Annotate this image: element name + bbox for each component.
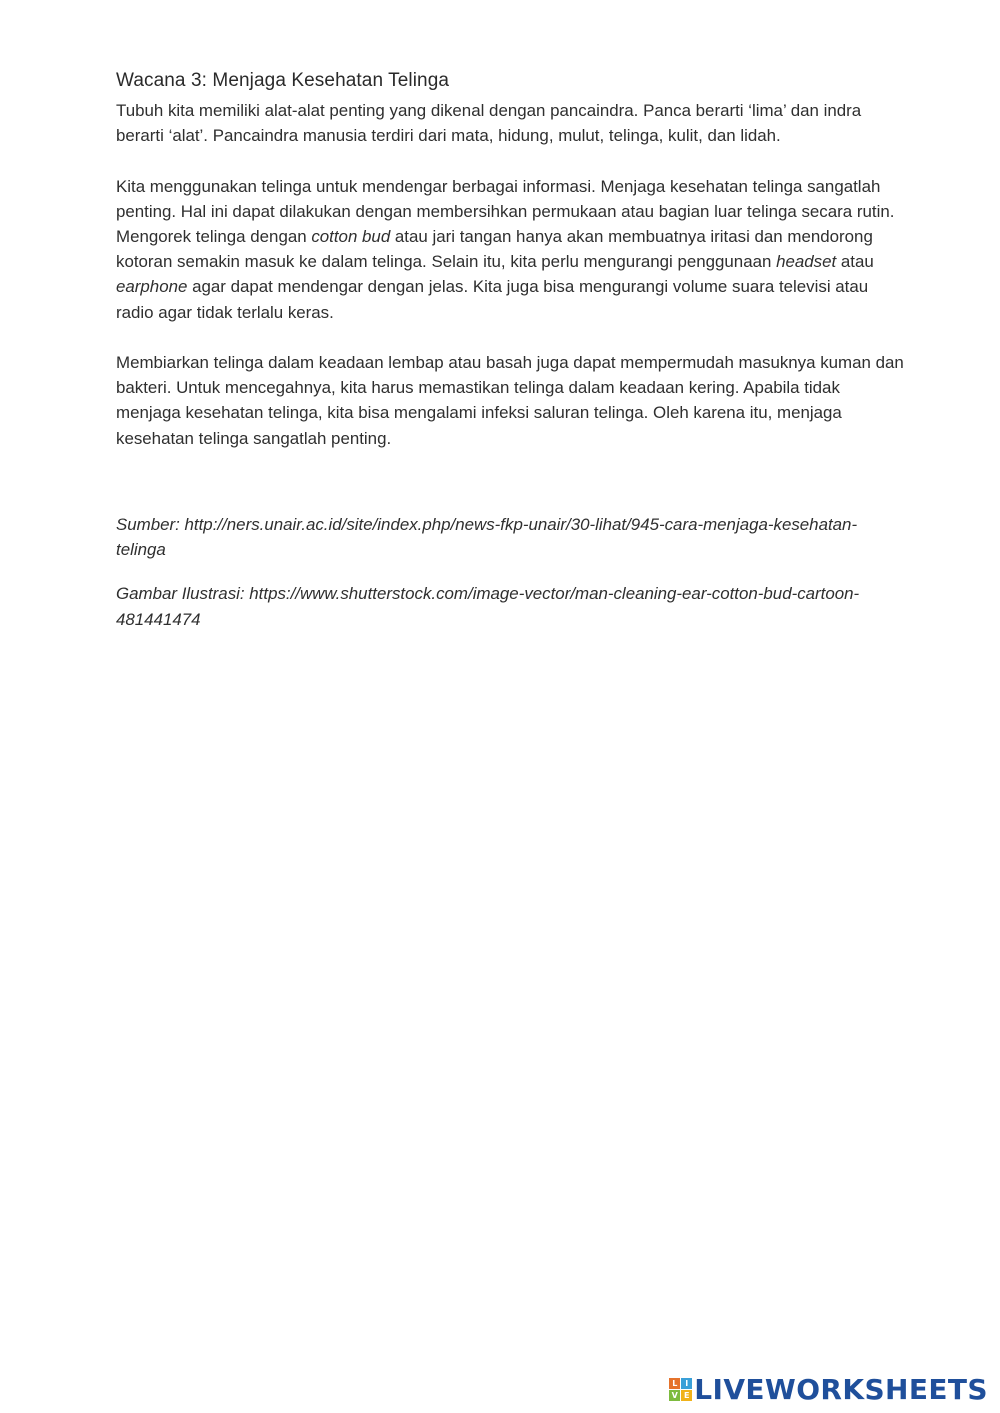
sources-section [116,512,906,651]
liveworksheets-logo [669,1373,988,1406]
italic-term: cotton bud [311,227,391,246]
logo-letter: E [681,1390,692,1401]
logo-text: LIVEWORKSHEETS [694,1373,988,1406]
paragraph-2 [116,174,906,325]
italic-term: headset [776,252,837,272]
paragraph-1: Tubuh kita memiliki alat-alat penting yang dikenal dengan pancaindra. Panca berarti ‘lima’ dan indra berarti ‘alat’. Pancaindra manusia terdiri dari mata, hidung, mulut, telinga, kulit, dan lidah. [116,101,862,146]
passage-title: Wacana 3: Menjaga Kesehatan Telinga [116,70,450,91]
image-credit: Gambar Ilustrasi: https://www.shutterstock.com/image-vector/man-cleaning-ear-cotton-bud-cartoon-481441474 [116,584,860,629]
reading-passage [116,66,906,476]
logo-letter: I [681,1378,692,1389]
paragraph-3: Membiarkan telinga dalam keadaan lembap atau basah juga dapat mempermudah masuknya kuman dan bakteri. Untuk mencegahnya, kita harus memastikan telinga dalam keadaan kering. Apabila tidak menjaga kesehatan telinga, kita bisa mengalami infeksi saluran telinga. Oleh karena itu, menjaga kesehatan telinga sangatlah penting. [116,353,904,448]
logo-mark-icon [669,1378,692,1401]
paragraph-2-text: Kita menggunakan telinga untuk mendengar berbagai informasi. Menjaga kesehatan telinga sangatlah penting. Hal ini dapat dilakukan dengan membersihkan permukaan atau bagian luar telinga secara rutin. Mengorek telinga dengan [116,176,895,246]
logo-letter: V [669,1390,680,1401]
paragraph-2-text: atau [836,252,874,272]
italic-term: earphone [116,277,188,297]
logo-letter: L [669,1378,680,1389]
source-citation: Sumber: http://ners.unair.ac.id/site/index.php/news-fkp-unair/30-lihat/945-cara-menjaga-kesehatan-telinga [116,515,858,560]
paragraph-2-text: agar dapat mendengar dengan jelas. Kita juga bisa mengurangi volume suara televisi atau radio agar tidak terlalu keras. [116,277,869,322]
paragraph-2-text: atau jari tangan hanya akan membuatnya iritasi dan mendorong kotoran semakin masuk ke dalam telinga. Selain itu, kita perlu mengurangi penggunaan [116,227,873,272]
